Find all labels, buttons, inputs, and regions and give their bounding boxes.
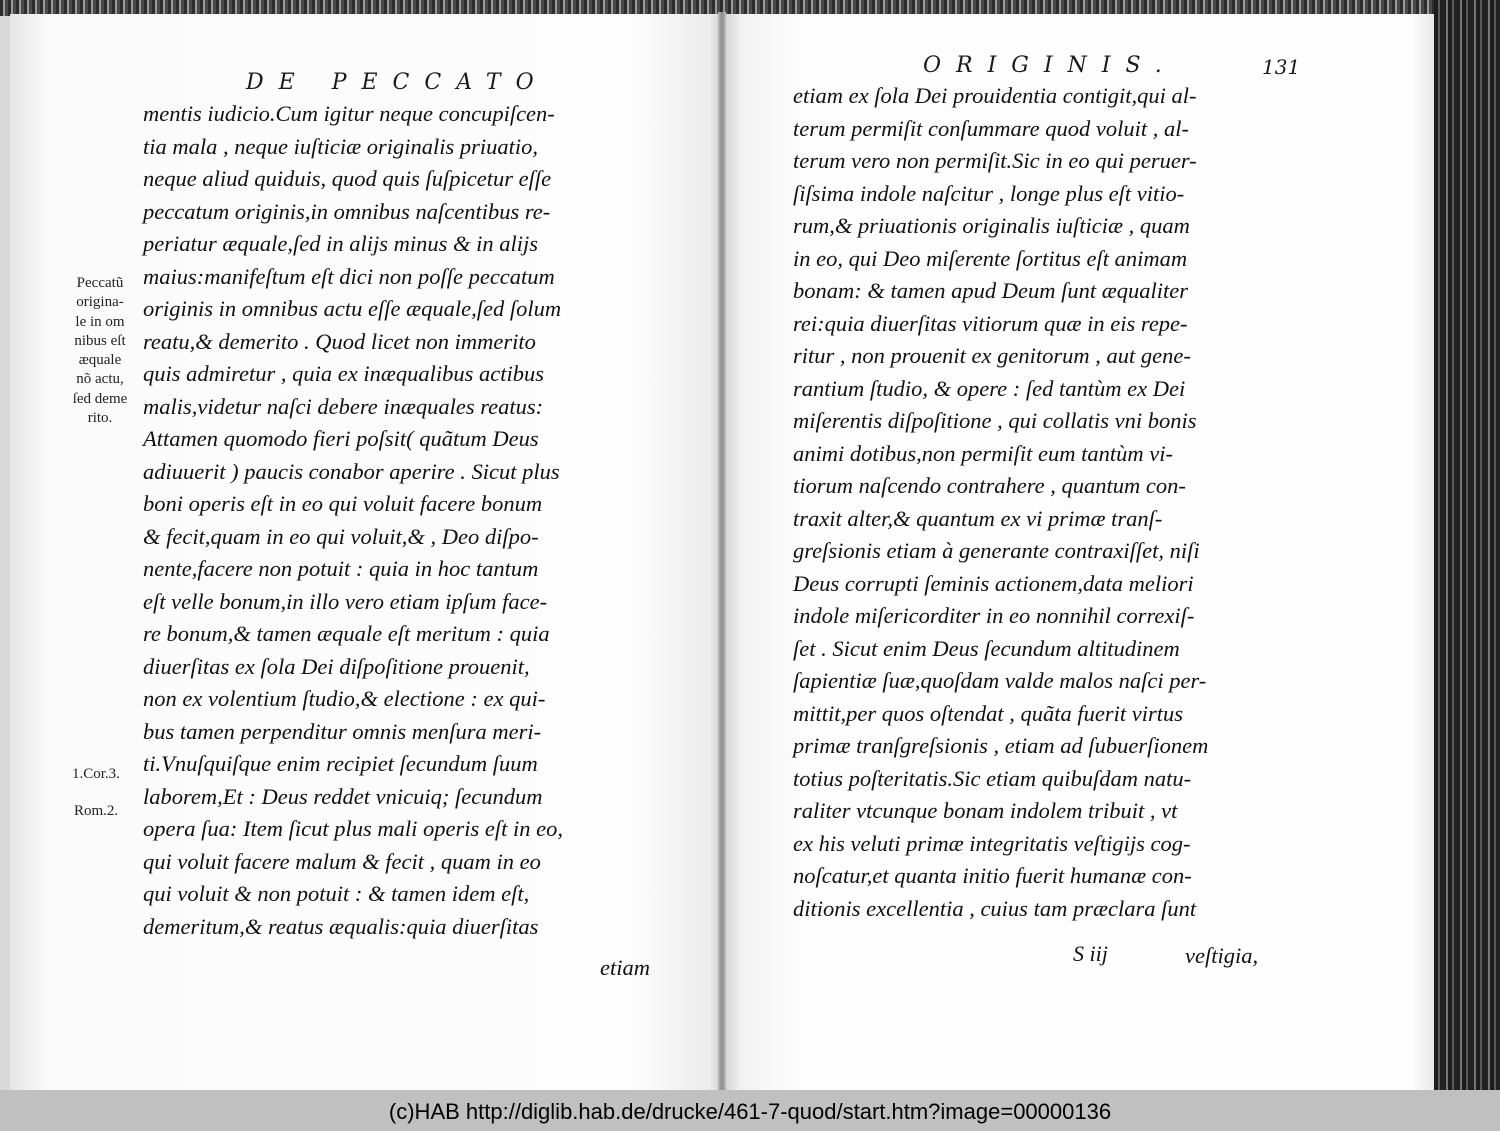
text-line: ſet . Sicut enim Deus ſecundum altitudinem (793, 635, 1180, 661)
text-line: ritur , non prouenit ex genitorum , aut gene- (793, 343, 1191, 368)
text-line: qui voluit facere malum & fecit , quam in eo (143, 848, 541, 874)
text-line: primæ tranſgreſsionis , etiam ad ſubuerſionem (793, 733, 1209, 758)
book-fore-edge (1434, 0, 1500, 1090)
text-line: ti.Vnuſquiſque enim recipiet ſecundum ſuum (143, 751, 538, 776)
text-line: neque aliud quiduis, quod quis ſuſpicetur eſſe (143, 166, 552, 191)
text-line: quis admiretur , quia ex inæqualibus actibus (143, 361, 545, 386)
text-line: mentis iudicio.Cum igitur neque concupiſcen- (143, 101, 555, 126)
scripture-ref-romans: Rom.2. (74, 803, 119, 819)
text-line: reatu,& demerito . Quod licet non immerito (143, 328, 536, 354)
text-line: animi dotibus,non permiſit eum tantùm vi- (793, 440, 1173, 466)
text-line: bus tamen perpenditur omnis menſura meri- (143, 718, 542, 744)
text-line: ſiſsima indole naſcitur , longe plus eſt vitio- (793, 180, 1185, 206)
text-line: terum vero non permiſit.Sic in eo qui peruer- (793, 148, 1197, 173)
text-line: tiorum naſcendo contrahere , quantum con- (793, 473, 1186, 498)
marginal-note-line: rito. (87, 410, 113, 427)
text-line: maius:manifeſtum eſt dici non poſſe peccatum (143, 263, 555, 289)
text-line: demeritum,& reatus æqualis:quia diuerſitas (143, 913, 539, 939)
text-line: diuerſitas ex ſola Dei diſpoſitione prouenit, (143, 653, 530, 679)
text-line: mittit,per quos oſtendat , quãta fuerit virtus (793, 700, 1183, 726)
text-line: tia mala , neque iuſticiæ originalis priuatio, (143, 133, 539, 159)
text-line: malis,videtur naſci debere inæquales reatus: (143, 393, 544, 419)
left-catchword: etiam (600, 955, 650, 980)
text-line: traxit alter,& quantum ex vi primæ tranſ- (793, 505, 1163, 531)
text-line: rei:quia diuerſitas vitiorum quæ in eis repe- (793, 310, 1188, 336)
text-line: adiuuerit ) paucis conabor aperire . Sicut plus (143, 458, 560, 484)
text-line: totius poſteritatis.Sic etiam quibuſdam natu- (793, 765, 1192, 791)
folio-number: 131 (1262, 55, 1301, 79)
marginal-note-line: ſed deme (72, 390, 128, 407)
marginal-note (54, 274, 146, 428)
text-line: terum permiſit conſummare quod voluit , al- (793, 115, 1189, 141)
marginal-note-line: nõ actu, (76, 371, 124, 388)
marginal-note-line: nibus eſt (74, 332, 126, 349)
marginal-note-line: Peccatũ (76, 275, 124, 291)
text-line: noſcatur,et quanta initio fuerit humanæ con- (793, 863, 1192, 888)
marginal-note-line: origina- (76, 294, 124, 311)
text-line: qui voluit & non potuit : & tamen idem eſt, (143, 881, 530, 906)
text-line: & fecit,quam in eo qui voluit,& , Deo diſpo- (143, 523, 539, 549)
text-line: miſerentis diſpoſitione , qui collatis vni bonis (793, 408, 1197, 433)
text-line: Deus corrupti ſeminis actionem,data meliori (793, 570, 1194, 596)
text-line: bonam: & tamen apud Deum ſunt æqualiter (793, 278, 1188, 303)
left-body-text (143, 98, 563, 943)
marginal-note-line: æquale (78, 352, 122, 369)
text-line: opera ſua: Item ſicut plus mali operis eſt in eo, (143, 816, 563, 841)
text-line: re bonum,& tamen æquale eſt meritum : quia (143, 621, 550, 646)
text-line: Attamen quomodo fieri poſsit( quãtum Deus (143, 426, 539, 451)
text-line: ſapientiæ ſuæ,quoſdam valde malos naſci per- (793, 668, 1207, 693)
book-gutter (718, 12, 726, 1090)
left-running-head: DE PECCATO (246, 70, 549, 95)
text-line: rantium ſtudio, & opere : ſed tantùm ex Dei (793, 375, 1186, 401)
right-body-text (793, 80, 1208, 925)
text-line: eſt velle bonum,in illo vero etiam ipſum face- (143, 588, 548, 614)
text-line: ex his veluti primæ integritatis veſtigijs cog- (793, 830, 1191, 856)
signature-mark: S iij (1073, 941, 1108, 966)
text-line: rum,& priuationis originalis iuſticiæ , quam (793, 213, 1190, 238)
text-line: peccatum originis,in omnibus naſcentibus re- (143, 198, 551, 224)
text-line: etiam ex ſola Dei prouidentia contigit,qui al- (793, 83, 1197, 108)
scripture-ref-corinthians: 1.Cor.3. (72, 766, 120, 782)
text-line: in eo, qui Deo miſerente ſortitus eſt animam (793, 245, 1188, 271)
text-line: boni operis eſt in eo qui voluit facere bonum (143, 491, 543, 516)
text-line: nente,facere non potuit : quia in hoc tantum (143, 556, 539, 581)
marginal-note-line: le in om (75, 313, 125, 330)
text-line: laborem,Et : Deus reddet vnicuiq; ſecundum (143, 783, 543, 809)
right-running-head: ORIGINIS. (923, 53, 1177, 78)
text-line: periatur æquale,ſed in alijs minus & in alijs (143, 231, 539, 256)
text-line: originis in omnibus actu eſſe æquale,ſed ſolum (143, 296, 562, 321)
footer-credit: (c)HAB http://diglib.hab.de/drucke/461-7-quod/start.htm?image=00000136 (388, 1099, 1112, 1124)
text-line: ditionis excellentia , cuius tam præclara ſunt (793, 895, 1197, 921)
text-line: non ex volentium ſtudio,& electione : ex qui- (143, 686, 546, 711)
text-line: greſsionis etiam à generante contraxiſſet, niſi (793, 538, 1200, 563)
text-line: raliter vtcunque bonam indolem tribuit , vt (793, 798, 1178, 823)
right-catchword: veſtigia, (1185, 943, 1259, 968)
text-line: indole miſericorditer in eo nonnihil correxiſ- (793, 603, 1195, 628)
